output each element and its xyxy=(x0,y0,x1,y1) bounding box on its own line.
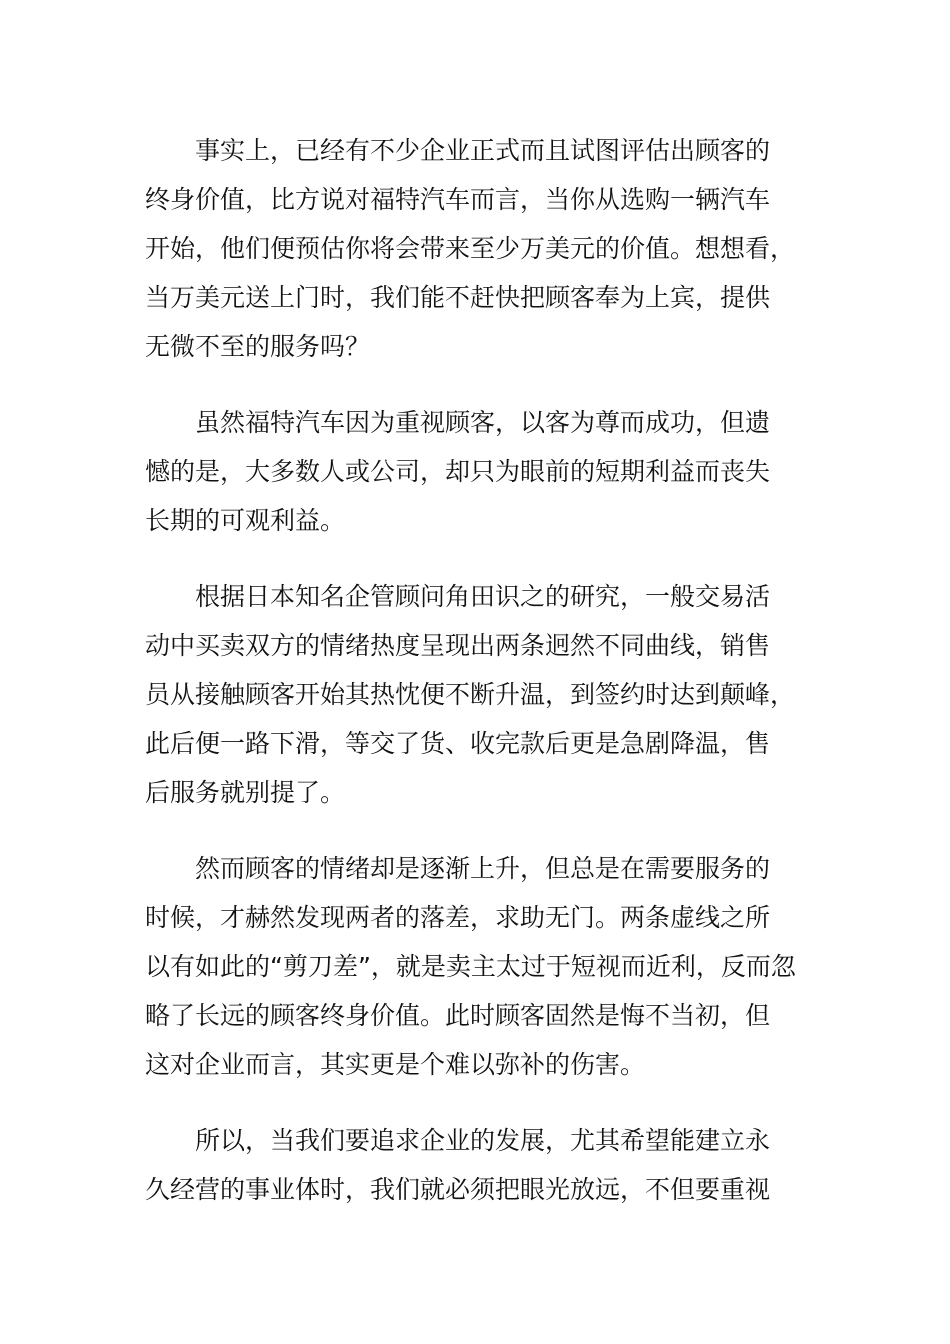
paragraph-line: 后服务就别提了。 xyxy=(145,778,346,807)
document-body xyxy=(145,126,805,1241)
paragraph-4 xyxy=(145,844,805,1089)
paragraph-line: 以有如此的“剪刀差”，就是卖主太过于短视而近利，反而忽 xyxy=(145,952,796,981)
paragraph-line: 此后便一路下滑，等交了货、收完款后更是急剧降温，售 xyxy=(145,729,771,758)
paragraph-line: 长期的可观利益。 xyxy=(145,506,346,535)
paragraph-line: 然而顾客的情绪却是逐渐上升，但总是在需要服务的 xyxy=(195,854,771,883)
paragraph-3 xyxy=(145,572,805,817)
paragraph-line: 动中买卖双方的情绪热度呈现出两条迥然不同曲线，销售 xyxy=(145,631,771,660)
paragraph-line: 这对企业而言，其实更是个难以弥补的伤害。 xyxy=(145,1050,646,1079)
paragraph-line: 时候，才赫然发现两者的落差，求助无门。两条虚线之所 xyxy=(145,903,771,932)
paragraph-line: 无微不至的服务吗？ xyxy=(145,332,371,361)
paragraph-line: 所以，当我们要追求企业的发展，尤其希望能建立永 xyxy=(195,1126,771,1155)
paragraph-line: 久经营的事业体时，我们就必须把眼光放远，不但要重视 xyxy=(145,1175,771,1204)
paragraph-5 xyxy=(145,1116,805,1214)
paragraph-line: 略了长远的顾客终身价值。此时顾客固然是悔不当初，但 xyxy=(145,1001,771,1030)
paragraph-line: 憾的是，大多数人或公司，却只为眼前的短期利益而丧失 xyxy=(145,457,771,486)
paragraph-line: 当万美元送上门时，我们能不赶快把顾客奉为上宾，提供 xyxy=(145,283,771,312)
paragraph-2 xyxy=(145,398,805,545)
paragraph-line: 员从接触顾客开始其热忱便不断升温，到签约时达到颠峰， xyxy=(145,680,796,709)
paragraph-line: 虽然福特汽车因为重视顾客，以客为尊而成功，但遗 xyxy=(195,408,771,437)
paragraph-line: 事实上，已经有不少企业正式而且试图评估出顾客的 xyxy=(195,136,771,165)
paragraph-line: 终身价值，比方说对福特汽车而言，当你从选购一辆汽车 xyxy=(145,185,771,214)
paragraph-1 xyxy=(145,126,805,371)
paragraph-line: 开始，他们便预估你将会带来至少万美元的价值。想想看， xyxy=(145,234,796,263)
paragraph-line: 根据日本知名企管顾问角田识之的研究，一般交易活 xyxy=(195,582,771,611)
